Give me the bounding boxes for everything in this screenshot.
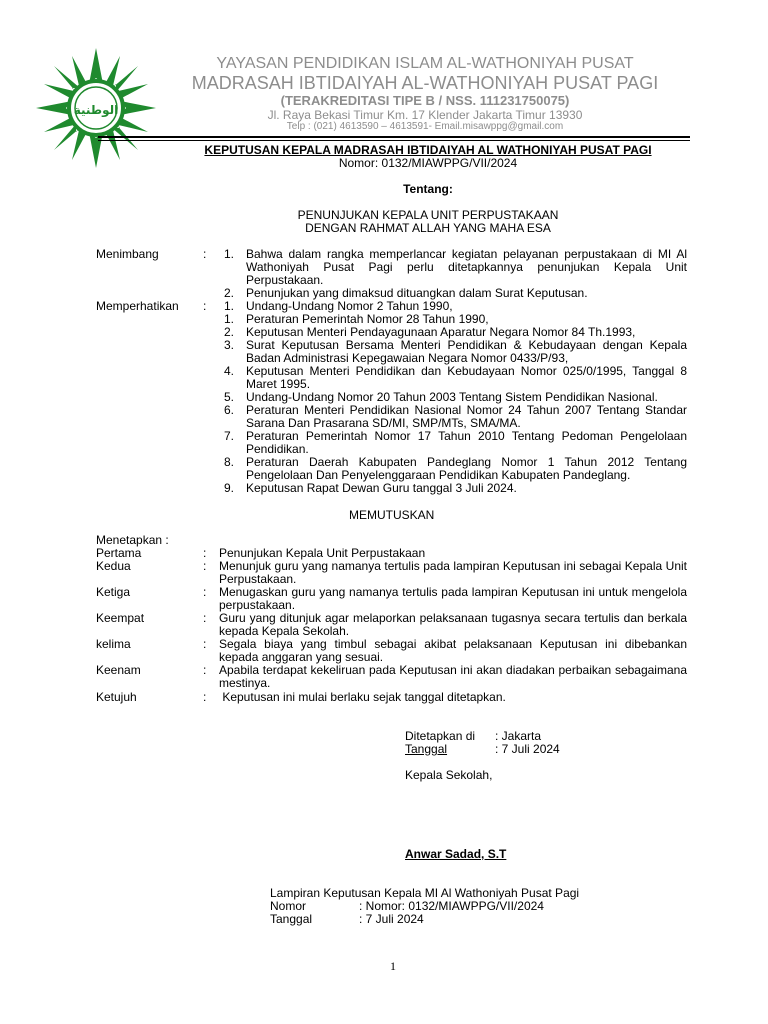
memperhatikan-item-number: 1. <box>223 312 234 326</box>
menimbang-colon: : <box>203 247 207 261</box>
letterhead-rule-thin <box>98 140 690 141</box>
menetapkan-item-label: kelima <box>96 637 131 651</box>
decree-invocation: DENGAN RAHMAT ALLAH YANG MAHA ESA <box>305 221 551 235</box>
menetapkan-item: Keputusan ini mulai berlaku sejak tanggal ditetapkan. <box>219 690 506 704</box>
memperhatikan-item: Peraturan Pemerintah Nomor 17 Tahun 2010 Tentang Pedoman Pengelolaan Pendidikan. <box>246 429 687 456</box>
memperhatikan-item-number: 6. <box>223 403 234 417</box>
menetapkan-item-label: Keenam <box>96 663 141 677</box>
memperhatikan-item: Peraturan Daerah Kabupaten Pandeglang Nomor 1 Tahun 2012 Tentang Pengelolaan Dan Penyelenggaraan Pendidikan Kabupaten Pandeglang. <box>246 455 687 482</box>
menetapkan-item: Apabila terdapat kekeliruan pada Keputusan ini akan diadakan perbaikan sebagaimana mestinya. <box>219 663 687 690</box>
menetapkan-item-label: Pertama <box>96 546 142 560</box>
foundation-name: YAYASAN PENDIDIKAN ISLAM AL-WATHONIYAH PUSAT <box>216 55 634 72</box>
memperhatikan-colon: : <box>203 299 207 313</box>
school-contact: Telp : (021) 4613590 – 4613591- Email.misawppg@gmail.com <box>286 121 564 132</box>
menetapkan-colon: : <box>203 637 207 651</box>
menetapkan-label: Menetapkan : <box>96 533 169 547</box>
signer-role: Kepala Sekolah, <box>405 768 493 782</box>
memperhatikan-item-number: 1. <box>223 299 234 313</box>
menetapkan-colon: : <box>203 585 207 599</box>
menetapkan-colon: : <box>203 611 207 625</box>
memperhatikan-item: Keputusan Rapat Dewan Guru tanggal 3 Juli 2024. <box>246 481 517 495</box>
menetapkan-item-label: Ketiga <box>96 585 131 599</box>
memutuskan-heading: MEMUTUSKAN <box>349 508 435 522</box>
place-value: : Jakarta <box>495 729 542 743</box>
menetapkan-colon: : <box>203 559 207 573</box>
decree-subject: PENUNJUKAN KEPALA UNIT PERPUSTAKAAN <box>297 208 559 222</box>
menetapkan-colon: : <box>203 690 207 704</box>
menetapkan-item: Guru yang ditunjuk agar melaporkan pelaksanaan tugasnya secara tertulis dan berkala kepada Kepala Sekolah. <box>219 611 687 638</box>
menetapkan-colon: : <box>203 663 207 677</box>
memperhatikan-item: Peraturan Pemerintah Nomor 28 Tahun 1990, <box>246 312 489 326</box>
memperhatikan-item: Keputusan Menteri Pendidikan dan Kebudayaan Nomor 025/0/1995, Tanggal 8 Maret 1995. <box>246 364 687 391</box>
place-label: Ditetapkan di <box>405 729 476 743</box>
menetapkan-colon: : <box>203 546 207 560</box>
memperhatikan-label: Memperhatikan <box>96 299 179 313</box>
decree-title: KEPUTUSAN KEPALA MADRASAH IBTIDAIYAH AL WATHONIYAH PUSAT PAGI <box>204 143 652 157</box>
menetapkan-item-label: Keempat <box>96 611 145 625</box>
date-label: Tanggal <box>405 742 448 756</box>
date-line <box>405 743 565 756</box>
memperhatikan-item-number: 2. <box>223 325 234 339</box>
memperhatikan-item-number: 3. <box>223 338 234 352</box>
memperhatikan-item: Undang-Undang Nomor 20 Tahun 2003 Tentang Sistem Pendidikan Nasional. <box>246 390 658 404</box>
date-value: : 7 Juli 2024 <box>495 742 560 756</box>
decree-number: Nomor: 0132/MIAWPPG/VII/2024 <box>338 156 518 170</box>
menetapkan-item-label: Kedua <box>96 559 131 573</box>
memperhatikan-item: Keputusan Menteri Pendayagunaan Aparatur Negara Nomor 84 Th.1993, <box>246 325 636 339</box>
menetapkan-item: Menunjuk guru yang namanya tertulis pada lampiran Keputusan ini sebagai Kepala Unit Perpustakaan. <box>219 559 687 586</box>
letterhead-rule <box>98 136 690 138</box>
accreditation: (TERAKREDITASI TIPE B / NSS. 111231750075) <box>280 93 570 108</box>
school-name: MADRASAH IBTIDAIYAH AL-WATHONIYAH PUSAT PAGI <box>191 73 659 93</box>
menetapkan-item: Segala biaya yang timbul sebagai akibat pelaksanaan Keputusan ini dibebankan kepada anggaran yang sesuai. <box>219 637 687 664</box>
memperhatikan-item-number: 9. <box>223 481 234 495</box>
memperhatikan-item-number: 7. <box>223 429 234 443</box>
attachment-date-value: : 7 Juli 2024 <box>359 912 424 926</box>
signer-name: Anwar Sadad, S.T <box>405 847 507 861</box>
menetapkan-item: Menugaskan guru yang namanya tertulis pada lampiran Keputusan ini untuk mengelola perpustakaan. <box>219 585 687 612</box>
attachment-number-value: : Nomor: 0132/MIAWPPG/VII/2024 <box>359 899 544 913</box>
attachment-date-label: Tanggal <box>270 912 313 926</box>
logo-arabic-text: الوطنية <box>73 103 119 117</box>
memperhatikan-item: Peraturan Menteri Pendidikan Nasional Nomor 24 Tahun 2007 Tentang Standar Sarana Dan Prasarana SD/MI, SMP/MTs, SMA/MA. <box>246 403 687 430</box>
memperhatikan-item-number: 4. <box>223 364 234 378</box>
memperhatikan-item: Surat Keputusan Bersama Menteri Pendidikan & Kebudayaan dengan Kepala Badan Administrasi Kepegawaian Negara Nomor 0433/P/93, <box>246 338 687 365</box>
menetapkan-item-label: Ketujuh <box>96 690 137 704</box>
memperhatikan-item-number: 5. <box>223 390 234 404</box>
about-label: Tentang: <box>403 182 453 196</box>
menetapkan-item: Penunjukan Kepala Unit Perpustakaan <box>219 546 426 560</box>
attachment-number-label: Nomor <box>270 899 307 913</box>
memperhatikan-item-number: 8. <box>223 455 234 469</box>
menimbang-item: Penunjukan yang dimaksud dituangkan dalam Surat Keputusan. <box>246 286 588 300</box>
menimbang-item: Bahwa dalam rangka memperlancar kegiatan pelayanan perpustakaan di MI Al Wathoniyah Pusat Pagi perlu ditetapkannya penunjukan Kepala Unit Perpustakaan. <box>246 247 687 287</box>
school-address: Jl. Raya Bekasi Timur Km. 17 Klender Jakarta Timur 13930 <box>267 108 583 122</box>
memperhatikan-item: Undang-Undang Nomor 2 Tahun 1990, <box>246 299 453 313</box>
page-number: 1 <box>390 959 396 973</box>
menimbang-item-number: 2. <box>223 286 234 300</box>
menimbang-item-number: 1. <box>223 247 234 261</box>
menimbang-label: Menimbang <box>96 247 159 261</box>
attachment-title: Lampiran Keputusan Kepala MI Al Wathoniyah Pusat Pagi <box>270 886 580 900</box>
